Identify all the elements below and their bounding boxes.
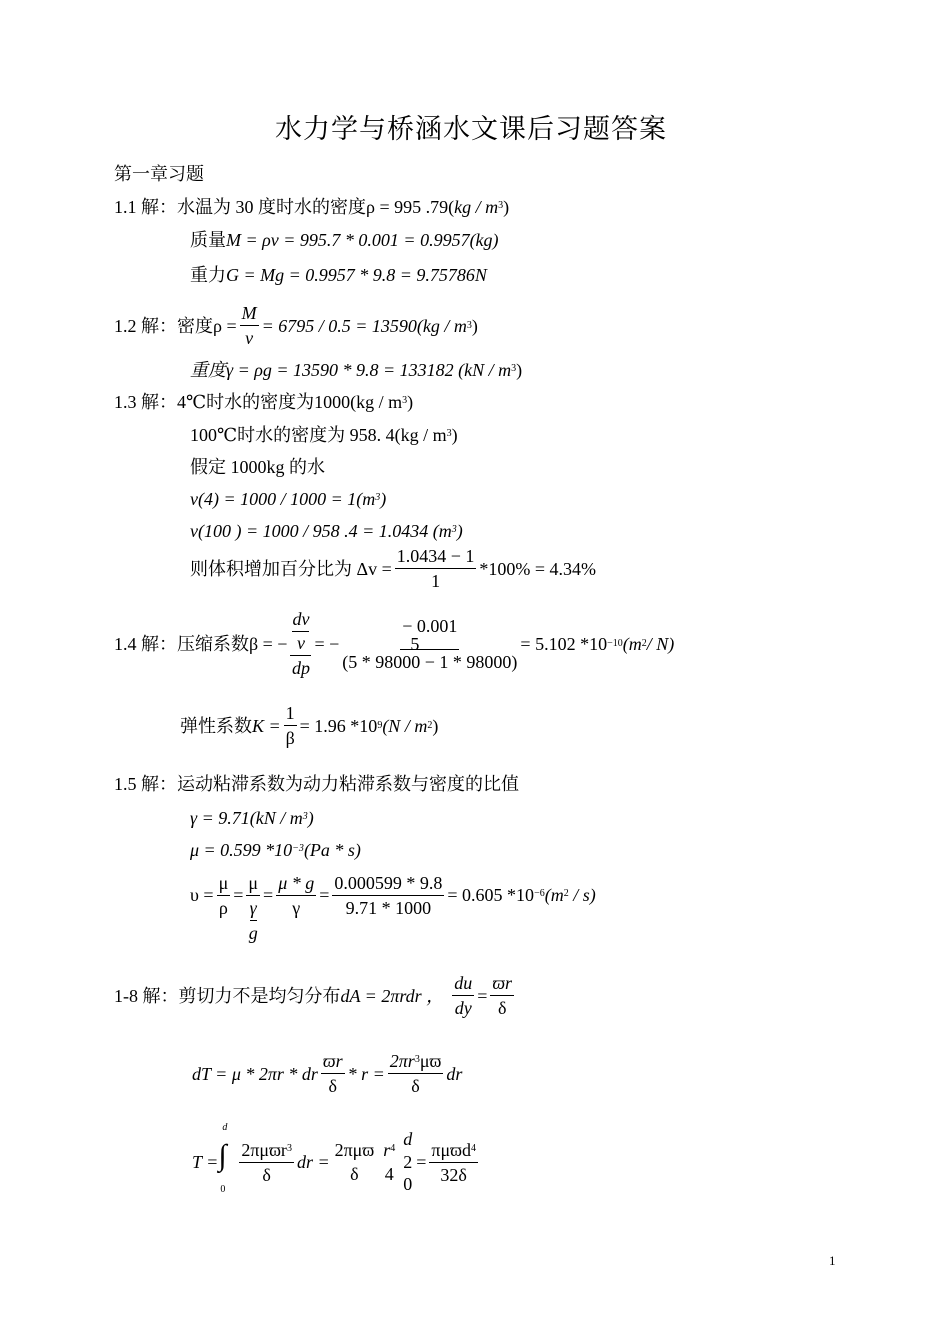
problem-1-1-mass xyxy=(190,231,499,249)
problem-1-8-line2 xyxy=(192,1052,462,1095)
fraction xyxy=(395,547,477,590)
text: 密度ρ = xyxy=(177,315,237,336)
fraction xyxy=(321,1052,345,1095)
denominator: v xyxy=(245,328,254,348)
exponent-3: 3 xyxy=(451,524,457,535)
inner-denominator: v xyxy=(296,633,305,653)
exponent: 3 xyxy=(414,1054,420,1065)
equation: = 5.102 *10 xyxy=(520,633,608,654)
unit: (Pa * s) xyxy=(303,840,361,860)
page-title: 水力学与桥涵水文课后习题答案 xyxy=(275,114,667,144)
numerator: 1 xyxy=(284,704,297,726)
fraction xyxy=(452,974,474,1017)
denominator xyxy=(249,896,258,942)
fraction xyxy=(239,1141,294,1184)
denominator: δ xyxy=(497,998,507,1018)
value: πμϖd xyxy=(431,1139,471,1160)
unit: (m xyxy=(622,633,642,654)
exponent: 4 xyxy=(390,1143,396,1154)
fraction xyxy=(490,974,514,1017)
problem-1-5-line4: υ = $\frac{\mu}{\rho}$ = $\frac{\mu}{\frac{\gamma}{g}}$ = $\frac{\mu * g}{\gamma}$ = $\frac{0.000599 * 9.8}{9.71 * 1000}$ = 0.605 $*10^{-6}(m^2 / s)$ xyxy=(190,873,596,943)
numerator xyxy=(388,1052,444,1074)
exponent-3: 3 xyxy=(511,363,517,374)
exponent: 9 xyxy=(377,719,383,731)
denominator: dy xyxy=(454,998,472,1018)
chapter-heading: 第一章习题 xyxy=(114,164,204,184)
numerator xyxy=(290,610,311,656)
integral-sign: d ∫ 0 xyxy=(218,1122,228,1195)
text: 剪切力不是均匀分布 xyxy=(178,985,341,1006)
value: μϖ xyxy=(419,1051,442,1071)
problem-1-3-line2: 100℃时水的密度为 958. $4(kg / m^3)$ xyxy=(190,425,458,445)
problem-1-2-weight: 重度γ = ρg = 13590 * 9.8 = 133182 $(kN / m^3)$ xyxy=(190,360,523,380)
problem-1-1: 1.1 解：水温为 30 度时水的密度ρ = 995 $.79(kg / m^3)$ xyxy=(114,197,510,217)
value: 0 xyxy=(403,1174,413,1195)
problem-1-5 xyxy=(114,775,519,793)
equation: = 1.96 *10 xyxy=(299,715,378,736)
exponent: −3 xyxy=(292,843,304,854)
upper-limit: d xyxy=(222,1122,228,1133)
denominator: γ xyxy=(292,898,301,918)
denominator: 1 xyxy=(431,571,441,591)
denominator: δ xyxy=(328,1076,337,1096)
problem-label: 1.5 解： xyxy=(114,774,177,794)
problem-1-3-line6 xyxy=(190,547,596,590)
text: 弹性系数 xyxy=(180,715,252,736)
denominator: 32δ xyxy=(440,1164,467,1185)
problem-label: 1.3 解： xyxy=(114,392,177,412)
exponent-3: 3 xyxy=(402,395,408,406)
page-number: 1 xyxy=(829,1253,836,1268)
denominator: ρ xyxy=(218,898,228,918)
problem-1-3-line5: v(100 ) = 1000 / 958 .4 = 1.0434 $(m^3)$ xyxy=(190,521,463,541)
equation: = 0.605 *10 xyxy=(447,885,535,905)
denominator: δ xyxy=(262,1164,271,1185)
equation: 重度γ = ρg = 13590 * 9.8 = 133182 (kN / m xyxy=(190,360,512,380)
fraction xyxy=(429,1141,478,1184)
equation: μ = 0.599 *10 xyxy=(190,840,293,860)
value: 2 xyxy=(403,1151,413,1172)
unit: / s) xyxy=(568,885,596,905)
text: υ = xyxy=(190,885,214,905)
nested-fraction xyxy=(290,610,311,677)
exponent: 4 xyxy=(470,1142,476,1154)
exponent-3: 3 xyxy=(302,811,308,822)
exponent-3: 3 xyxy=(466,319,472,331)
equation: γ = 9.71(kN / m xyxy=(190,808,303,828)
exponent: −6 xyxy=(534,888,545,899)
unit: (m xyxy=(544,885,564,905)
value: 2πr xyxy=(389,1051,415,1071)
exponent-3: 3 xyxy=(498,200,504,211)
problem-text: 水温为 30 度时水的密度ρ = 995 .79( xyxy=(177,197,455,217)
denominator: 9.71 * 1000 xyxy=(345,898,432,918)
problem-1-1-gravity xyxy=(190,266,487,284)
equation: dT = μ * 2πr * dr xyxy=(192,1063,318,1084)
numerator xyxy=(239,1141,294,1163)
numerator: μ xyxy=(217,874,231,896)
numerator: 1.0434 − 1 xyxy=(395,547,477,569)
value: 2πμϖr xyxy=(241,1139,287,1160)
unit: (N / m xyxy=(382,715,428,736)
value: 4 xyxy=(384,1164,394,1184)
exponent: −10 xyxy=(607,637,623,649)
text: = − xyxy=(314,633,340,654)
fraction xyxy=(240,304,259,347)
problem-label: 1.1 解： xyxy=(114,197,177,217)
numerator: 2πμϖ xyxy=(334,1140,375,1160)
problem-label: 1.4 解： xyxy=(114,633,177,654)
exponent-3: 3 xyxy=(375,492,381,503)
exponent-2: 2 xyxy=(563,888,569,899)
inner-numerator: dv xyxy=(292,610,309,632)
numerator: ϖr xyxy=(321,1052,345,1074)
problem-1-5-line3 xyxy=(190,841,361,859)
value: r xyxy=(383,1140,391,1160)
numerator: μ * g xyxy=(276,874,316,896)
text: 压缩系数β = − xyxy=(177,633,288,654)
problem-label: 1.2 解： xyxy=(114,315,177,336)
problem-1-5-line2: $\gamma = 9.71(kN / m^3)$ xyxy=(190,808,314,828)
text: 4℃时水的密度为1000(kg / m xyxy=(177,392,403,412)
fraction xyxy=(342,617,517,671)
equation: T = xyxy=(192,1152,219,1172)
problem-1-4 xyxy=(114,610,674,677)
equation: dA = 2πrdr ， xyxy=(340,985,445,1006)
label: 重力 xyxy=(190,265,226,285)
value: − 0.001 xyxy=(402,615,458,636)
text: = xyxy=(477,985,488,1006)
exponent-3: 3 xyxy=(446,428,452,439)
text: 则体积增加百分比为 Δv = xyxy=(190,558,392,579)
denominator: dp xyxy=(291,658,310,678)
problem-1-4-line2: 弹性系数 K = $\frac{1}{\beta}$ = 1.96 *10 9 (N / m 2 ) xyxy=(180,703,439,748)
inner-denominator: g xyxy=(248,923,258,943)
result xyxy=(447,886,595,904)
equation: v(4) = 1000 / 1000 = 1(m xyxy=(190,489,376,509)
equation: dr = xyxy=(296,1152,330,1172)
equation: G = Mg = 0.9957 * 9.8 = 9.75786N xyxy=(226,265,487,285)
label: 质量 xyxy=(190,230,226,250)
equation: = 6795 / 0.5 = 13590(kg / m xyxy=(261,315,467,336)
equation: *100% = 4.34% xyxy=(479,558,597,579)
numerator: ϖr xyxy=(490,974,514,996)
equation: * r = xyxy=(347,1063,385,1084)
problem-1-8-line3 xyxy=(192,1122,481,1197)
value: d xyxy=(403,1129,413,1150)
lower-limit: 0 xyxy=(220,1184,226,1195)
problem-1-3-line3: 假定 1000kg 的水 xyxy=(190,457,325,477)
problem-label: 1-8 解： xyxy=(114,985,179,1006)
exponent-2: 2 xyxy=(641,637,647,649)
fraction xyxy=(284,704,297,747)
problem-1-3: 1.3 解：4℃时水的密度为$1000(kg / m^3)$ xyxy=(114,392,414,412)
denominator: (5 * 98000 − 1 * 98000) xyxy=(342,651,518,672)
r4-over-4 xyxy=(383,1141,395,1183)
nested-fraction xyxy=(246,874,260,942)
equation: v(100 ) = 1000 / 958 .4 = 1.0434 (m xyxy=(190,521,452,541)
fraction xyxy=(388,1052,444,1095)
evaluation-limits xyxy=(403,1128,412,1196)
numerator: μ xyxy=(246,874,260,896)
numerator: 0.000599 * 9.8 xyxy=(332,874,444,896)
fraction xyxy=(276,874,316,917)
fraction xyxy=(217,874,231,917)
equation: dr xyxy=(446,1063,463,1084)
denominator: δ xyxy=(411,1076,420,1096)
text: 100℃时水的密度为 958. 4(kg / m xyxy=(190,425,447,445)
exponent: 3 xyxy=(286,1142,292,1154)
problem-1-2: 1.2 解： 密度ρ = $\frac{M}{v}$ = 6795 / 0.5 = 13590(kg / m 3 ) xyxy=(114,303,478,348)
exponent-2: 2 xyxy=(427,719,433,731)
unit: / N) xyxy=(646,633,675,654)
sub: 5 xyxy=(410,633,420,654)
numerator xyxy=(400,615,459,654)
text: K = xyxy=(252,715,281,736)
denominator: β xyxy=(285,728,295,748)
problem-1-3-line4: $v(4) = 1000 / 1000 = 1(m^3)$ xyxy=(190,489,387,509)
numerator xyxy=(429,1141,478,1163)
text: 运动粘滞系数为动力粘滞系数与密度的比值 xyxy=(177,774,519,794)
inner-numerator: γ xyxy=(250,899,257,921)
denominator: δ xyxy=(350,1164,359,1184)
text: = xyxy=(416,1152,427,1172)
fraction xyxy=(333,1141,377,1183)
fraction xyxy=(332,874,444,917)
numerator: du xyxy=(452,974,474,996)
numerator: M xyxy=(240,304,259,326)
unit: kg / m xyxy=(454,197,499,217)
problem-1-8 xyxy=(114,974,517,1017)
equation: M = ρv = 995.7 * 0.001 = 0.9957(kg) xyxy=(226,230,499,250)
